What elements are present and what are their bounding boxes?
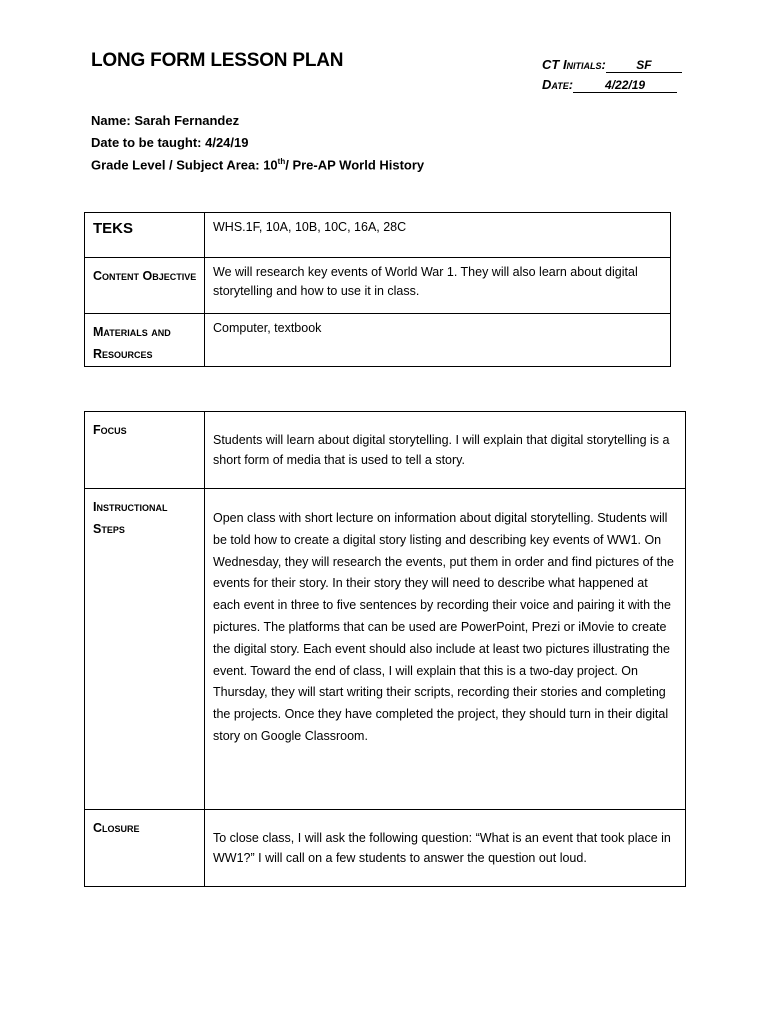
closure-value: To close class, I will ask the following question: “What is an event that took place in WW1?” I will call on a few students to answer the question out loud. bbox=[213, 831, 671, 865]
materials-label: Materials and Resources bbox=[93, 325, 171, 361]
table-row bbox=[85, 314, 671, 367]
instructional-steps-value: Open class with short lecture on information about digital storytelling. Students will be told how to create a digital story listing and describing key events of WW1. On Wednesday, they will research the events, put them in order and find pictures of the events for their story. In their story they will need to describe what happened at each event in three to five sentences by recording their voice and pairing it with the pictures. The platforms that can be used are PowerPoint, Prezi or iMovie to create the digital story. Each event should also include at least two pictures illustrating the event. Toward the end of class, I will explain that this is a two-day project. On Thursday, they will start writing their scripts, recording their stories and completing the projects. Once they have completed the project, they should turn in their digital story on Google Classroom. bbox=[213, 511, 674, 743]
date-to-be-taught: Date to be taught: 4/24/19 bbox=[91, 135, 249, 150]
table-row bbox=[85, 489, 686, 810]
ct-initials-label: CT Initials: bbox=[542, 57, 606, 72]
focus-label: Focus bbox=[93, 423, 127, 437]
ct-initials-value: SF bbox=[606, 58, 682, 73]
grade-subject bbox=[91, 157, 424, 172]
table-row bbox=[85, 810, 686, 887]
date-value: 4/22/19 bbox=[573, 78, 677, 93]
date-field bbox=[542, 77, 677, 93]
grade-suffix: / Pre-AP World History bbox=[285, 157, 425, 173]
standards-table bbox=[84, 212, 671, 367]
grade-prefix: Grade Level / Subject Area: 10 bbox=[91, 157, 278, 173]
lesson-steps-table bbox=[84, 411, 686, 887]
date-label: Date: bbox=[542, 77, 574, 92]
instructional-steps-label: Instructional Steps bbox=[93, 500, 168, 536]
table-row bbox=[85, 258, 671, 314]
ct-initials-field bbox=[542, 57, 682, 73]
content-objective-value: We will research key events of World War 1. They will also learn about digital storytelling and how to use it in class. bbox=[213, 265, 638, 298]
teks-label: TEKS bbox=[93, 220, 134, 237]
teacher-name: Name: Sarah Fernandez bbox=[91, 113, 240, 128]
grade-superscript: th bbox=[277, 157, 286, 166]
content-objective-label: Content Objective bbox=[93, 269, 197, 283]
table-row bbox=[85, 213, 671, 258]
closure-label: Closure bbox=[93, 821, 140, 835]
table-row bbox=[85, 412, 686, 489]
focus-value: Students will learn about digital storytelling. I will explain that digital storytelling is a short form of media that is used to tell a story. bbox=[213, 433, 670, 467]
teks-value: WHS.1F, 10A, 10B, 10C, 16A, 28C bbox=[213, 220, 407, 234]
page-title: LONG FORM LESSON PLAN bbox=[91, 50, 344, 71]
materials-value: Computer, textbook bbox=[213, 321, 322, 335]
